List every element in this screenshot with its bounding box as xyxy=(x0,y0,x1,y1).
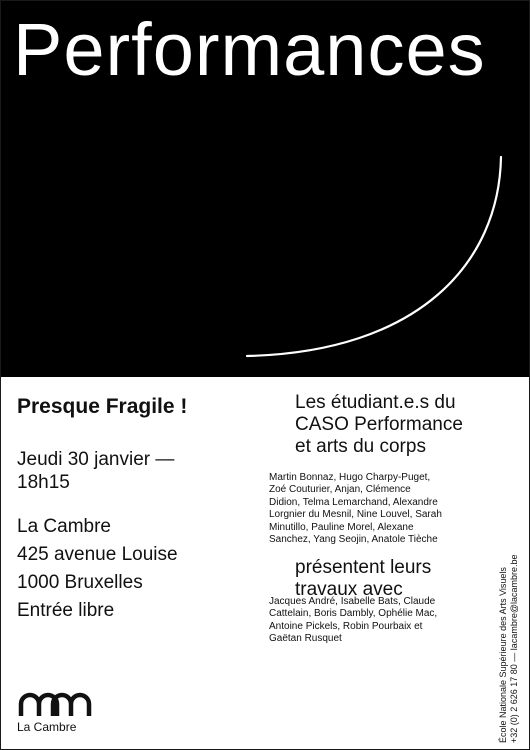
presentation-heading-line: travaux avec xyxy=(295,579,403,600)
school-contact: +32 (0) 2 626 17 80 — lacambre@lacambre.be xyxy=(509,554,519,743)
student-names-line: Lorgnier du Mesnil, Nine Louvel, Sarah xyxy=(269,509,442,521)
presentation-heading-line: présentent leurs xyxy=(295,557,432,578)
venue-city: 1000 Bruxelles xyxy=(17,572,143,593)
header-panel xyxy=(1,1,529,377)
admission-note: Entrée libre xyxy=(17,600,115,621)
student-names xyxy=(269,472,442,546)
event-date-block xyxy=(17,448,174,494)
student-names-line: Minutillo, Pauline Morel, Alexane xyxy=(269,521,414,533)
student-names-line: Didion, Telma Lemarchand, Alexandre xyxy=(269,496,438,508)
teacher-names xyxy=(269,596,437,646)
school-name: École Nationale Supérieure des Arts Visuels xyxy=(498,567,508,743)
event-date: Jeudi 30 janvier — xyxy=(17,449,175,470)
student-names-line: Zoé Couturier, Anjan, Clémence xyxy=(269,484,411,496)
page-title: Performances xyxy=(13,8,486,91)
teacher-names-line: Gaëtan Rusquet xyxy=(269,633,342,645)
teacher-names-line: Jacques André, Isabelle Bats, Claude xyxy=(269,596,436,607)
student-names-line: Sanchez, Yang Seojin, Anatole Tièche xyxy=(269,534,438,546)
school-info-vertical xyxy=(498,555,520,744)
venue-block xyxy=(17,513,178,625)
arc-line-icon xyxy=(1,1,529,377)
students-heading-line: et arts du corps xyxy=(295,436,426,457)
teacher-names-line: Antoine Pickels, Robin Pourbaix et xyxy=(269,620,423,632)
logo-label: La Cambre xyxy=(17,720,77,734)
students-heading-line: CASO Performance xyxy=(295,414,463,435)
event-title: Presque Fragile ! xyxy=(17,395,188,418)
students-heading xyxy=(295,392,463,458)
venue-name: La Cambre xyxy=(17,516,111,537)
la-cambre-logo-icon xyxy=(17,691,93,717)
students-heading-line: Les étudiant.e.s du xyxy=(295,392,456,413)
teacher-names-line: Cattelain, Boris Dambly, Ophélie Mac, xyxy=(269,608,438,620)
event-time: 18h15 xyxy=(17,472,70,493)
student-names-line: Martin Bonnaz, Hugo Charpy-Puget, xyxy=(269,472,431,483)
venue-street: 425 avenue Louise xyxy=(17,544,178,565)
presentation-heading xyxy=(295,557,431,601)
